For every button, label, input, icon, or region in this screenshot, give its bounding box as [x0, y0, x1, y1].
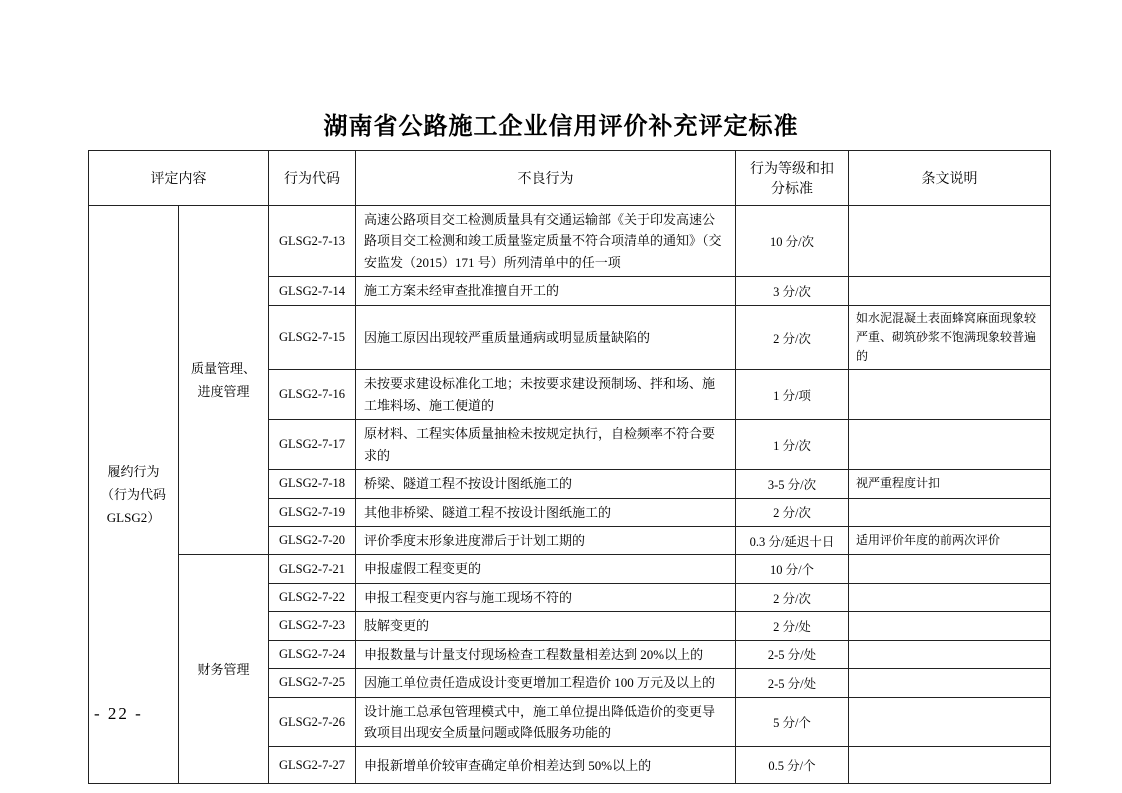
col-header-score: 行为等级和扣分标准 — [736, 151, 849, 206]
code-cell: GLSG2-7-21 — [269, 555, 356, 583]
behavior-cell: 评价季度末形象进度滞后于计划工期的 — [356, 526, 736, 554]
code-cell: GLSG2-7-17 — [269, 420, 356, 470]
group-cell-quality: 质量管理、进度管理 — [179, 206, 269, 555]
note-cell — [849, 420, 1051, 470]
code-cell: GLSG2-7-22 — [269, 583, 356, 611]
code-cell: GLSG2-7-26 — [269, 697, 356, 747]
score-cell: 10 分/个 — [736, 555, 849, 583]
note-cell — [849, 206, 1051, 277]
score-cell: 2 分/处 — [736, 612, 849, 640]
code-cell: GLSG2-7-27 — [269, 747, 356, 784]
behavior-cell: 设计施工总承包管理模式中，施工单位提出降低造价的变更导致项目出现安全质量问题或降低服务功能的 — [356, 697, 736, 747]
note-cell — [849, 277, 1051, 305]
score-cell: 1 分/次 — [736, 420, 849, 470]
score-cell: 2 分/次 — [736, 583, 849, 611]
score-cell: 2-5 分/处 — [736, 669, 849, 697]
col-header-note: 条文说明 — [849, 151, 1051, 206]
col-header-content: 评定内容 — [89, 151, 269, 206]
behavior-cell: 因施工单位责任造成设计变更增加工程造价 100 万元及以上的 — [356, 669, 736, 697]
note-cell — [849, 747, 1051, 784]
note-cell — [849, 640, 1051, 668]
table-row — [89, 555, 1051, 583]
note-cell: 如水泥混凝土表面蜂窝麻面现象较严重、砌筑砂浆不饱满现象较普遍的 — [849, 305, 1051, 370]
code-cell: GLSG2-7-24 — [269, 640, 356, 668]
note-cell — [849, 697, 1051, 747]
code-cell: GLSG2-7-18 — [269, 470, 356, 498]
behavior-cell: 原材料、工程实体质量抽检未按规定执行，自检频率不符合要求的 — [356, 420, 736, 470]
behavior-cell: 申报新增单价较审查确定单价相差达到 50%以上的 — [356, 747, 736, 784]
behavior-cell: 高速公路项目交工检测质量具有交通运输部《关于印发高速公路项目交工检测和竣工质量鉴定质量不符合项清单的通知》（交安监发（2015）171 号）所列清单中的任一项 — [356, 206, 736, 277]
score-cell: 3 分/次 — [736, 277, 849, 305]
note-cell — [849, 555, 1051, 583]
page-number: - 22 - — [94, 704, 143, 723]
code-cell: GLSG2-7-16 — [269, 370, 356, 420]
behavior-cell: 申报虚假工程变更的 — [356, 555, 736, 583]
note-cell — [849, 370, 1051, 420]
score-cell: 0.5 分/个 — [736, 747, 849, 784]
code-cell: GLSG2-7-23 — [269, 612, 356, 640]
behavior-cell: 其他非桥梁、隧道工程不按设计图纸施工的 — [356, 498, 736, 526]
standards-table-container — [88, 150, 1050, 784]
code-cell: GLSG2-7-13 — [269, 206, 356, 277]
col-header-code: 行为代码 — [269, 151, 356, 206]
behavior-cell: 申报数量与计量支付现场检查工程数量相差达到 20%以上的 — [356, 640, 736, 668]
behavior-cell: 肢解变更的 — [356, 612, 736, 640]
note-cell — [849, 612, 1051, 640]
code-cell: GLSG2-7-19 — [269, 498, 356, 526]
behavior-cell: 施工方案未经审查批准擅自开工的 — [356, 277, 736, 305]
behavior-cell: 桥梁、隧道工程不按设计图纸施工的 — [356, 470, 736, 498]
score-cell: 1 分/项 — [736, 370, 849, 420]
note-cell — [849, 583, 1051, 611]
score-cell: 2-5 分/处 — [736, 640, 849, 668]
note-cell: 视严重程度计扣 — [849, 470, 1051, 498]
group-cell-finance: 财务管理 — [179, 555, 269, 784]
code-cell: GLSG2-7-14 — [269, 277, 356, 305]
category-cell: 履约行为（行为代码 GLSG2） — [89, 206, 179, 784]
score-cell: 5 分/个 — [736, 697, 849, 747]
score-cell: 10 分/次 — [736, 206, 849, 277]
code-cell: GLSG2-7-15 — [269, 305, 356, 370]
behavior-cell: 申报工程变更内容与施工现场不符的 — [356, 583, 736, 611]
score-cell: 2 分/次 — [736, 305, 849, 370]
score-cell: 3-5 分/次 — [736, 470, 849, 498]
behavior-cell: 因施工原因出现较严重质量通病或明显质量缺陷的 — [356, 305, 736, 370]
table-row — [89, 206, 1051, 277]
note-cell: 适用评价年度的前两次评价 — [849, 526, 1051, 554]
code-cell: GLSG2-7-20 — [269, 526, 356, 554]
score-cell: 2 分/次 — [736, 498, 849, 526]
score-cell: 0.3 分/延迟十日 — [736, 526, 849, 554]
code-cell: GLSG2-7-25 — [269, 669, 356, 697]
note-cell — [849, 498, 1051, 526]
standards-table — [88, 150, 1051, 784]
page-title: 湖南省公路施工企业信用评价补充评定标准 — [323, 114, 799, 140]
note-cell — [849, 669, 1051, 697]
behavior-cell: 未按要求建设标准化工地；未按要求建设预制场、拌和场、施工堆料场、施工便道的 — [356, 370, 736, 420]
table-header-row — [89, 151, 1051, 206]
col-header-behavior: 不良行为 — [356, 151, 736, 206]
